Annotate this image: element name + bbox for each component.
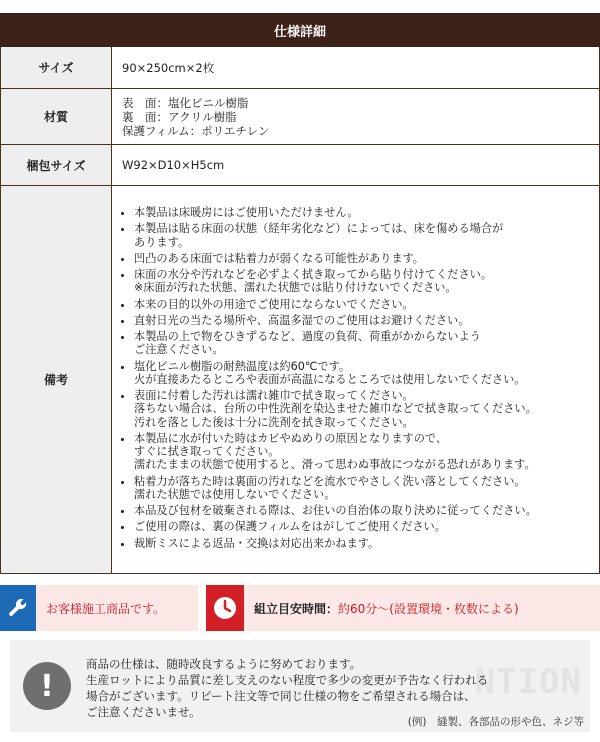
spec-label-package: 梱包サイズ — [1, 145, 112, 185]
note-item: • 裁断ミスによる返品・交換は対応出来かねます。 — [134, 537, 593, 550]
watermark-text: NTION — [474, 662, 582, 702]
spec-row-notes — [0, 186, 600, 574]
spec-value-package: W92×D10×H5cm — [122, 158, 225, 172]
notice-example: (例) 縫製、各部品の形や色、ネジ等 — [407, 716, 584, 728]
note-item: • ご使用の際は、裏の保護フィルムをはがしてご使用ください。 — [134, 520, 593, 533]
spec-title-text: 仕様詳細 — [273, 24, 326, 40]
note-item: • 床面の水分や汚れなどを必ずよく拭き取ってから貼り付けてください。 ※床面が汚れた状態、濡れた状態では貼り付けないでください。 — [134, 268, 593, 294]
assembly-time-label: 組立目安時間： — [254, 601, 339, 616]
notes-list — [116, 206, 599, 553]
note-item: • 塩化ビニル樹脂の耐熱温度は約60℃です。 火が直接あたるところや表面が高温になるところでは使用しないでください。 — [134, 360, 593, 386]
spec-title — [0, 13, 600, 47]
note-item: • 直射日光の当たる場所や、高温多湿でのご使用はお避けください。 — [134, 314, 593, 327]
assembly-time-value: 約60分〜(設置環境・枚数による) — [338, 601, 519, 616]
notice-line: 商品の仕様は、随時改良するように努めております。 — [86, 657, 362, 671]
exclamation-icon: ! — [23, 662, 71, 710]
customer-install-text: お客様施工商品です。 — [46, 601, 166, 616]
wrench-icon — [0, 585, 36, 631]
clock-icon — [206, 585, 244, 631]
note-item: • 表面に付着した汚れは濡れ雑巾で拭き取ってください。 落ちない場合は、台所の中性洗剤を染込ませた雑巾などで拭き取ってください。 汚れを落とした後は十分に洗剤を拭き取ってください。 — [134, 389, 593, 429]
note-item: • 本製品は床暖房にはご使用いただけません。 — [134, 206, 593, 219]
notice-line: ご注意くださいませ。 — [86, 705, 201, 719]
spec-value-size: 90×250cm×2枚 — [122, 60, 215, 75]
notice-box — [10, 640, 590, 732]
material-line: 保護フィルム：ポリエチレン — [122, 123, 270, 138]
spec-label-material: 材質 — [1, 89, 112, 144]
assembly-time-banner — [206, 585, 600, 631]
material-line: 表 面：塩化ビニル樹脂 — [122, 95, 249, 110]
spec-row-material — [0, 89, 600, 145]
note-item: • 凹凸のある床面では粘着力が弱くなる可能性があります。 — [134, 252, 593, 265]
note-item: • 本製品に水が付いた時はカビやぬめりの原因となりますので、 すぐに拭き取ってください。 濡れたままの状態で使用すると、滑って思わぬ事故につながる恐れがあります。 — [134, 432, 593, 472]
notice-text — [86, 656, 586, 720]
notice-line: 生産ロットにより品質に差し支えのない程度で多少の変更が予告なく行われる — [86, 673, 489, 687]
note-item: • 粘着力が落ちた時は裏面の汚れなどを流水でやさしく洗い落としてください。 濡れた状態では使用しないでください。 — [134, 475, 593, 501]
note-item: • 本品及び包材を破棄される際は、お住いの自治体の取り決めに従ってください。 — [134, 504, 593, 517]
spec-row-size — [0, 47, 600, 89]
note-item: • 本製品の上で物をひきずるなど、過度の負荷、荷重がかからないよう ご注意ください。 — [134, 330, 593, 356]
customer-install-banner — [0, 585, 198, 631]
note-item: • 本製品は貼る床面の状態（経年劣化など）によっては、床を傷める場合が あります。 — [134, 222, 593, 248]
spec-label-size: サイズ — [1, 47, 112, 88]
material-line: 裏 面：アクリル樹脂 — [122, 109, 237, 124]
spec-row-package — [0, 145, 600, 186]
note-item: • 本来の目的以外の用途でご使用にならないでください。 — [134, 298, 593, 311]
spec-label-notes: 備考 — [1, 186, 112, 573]
notice-line: 場合がございます。リピート注文等で同じ仕様の物をご希望される場合は、 — [86, 689, 476, 703]
